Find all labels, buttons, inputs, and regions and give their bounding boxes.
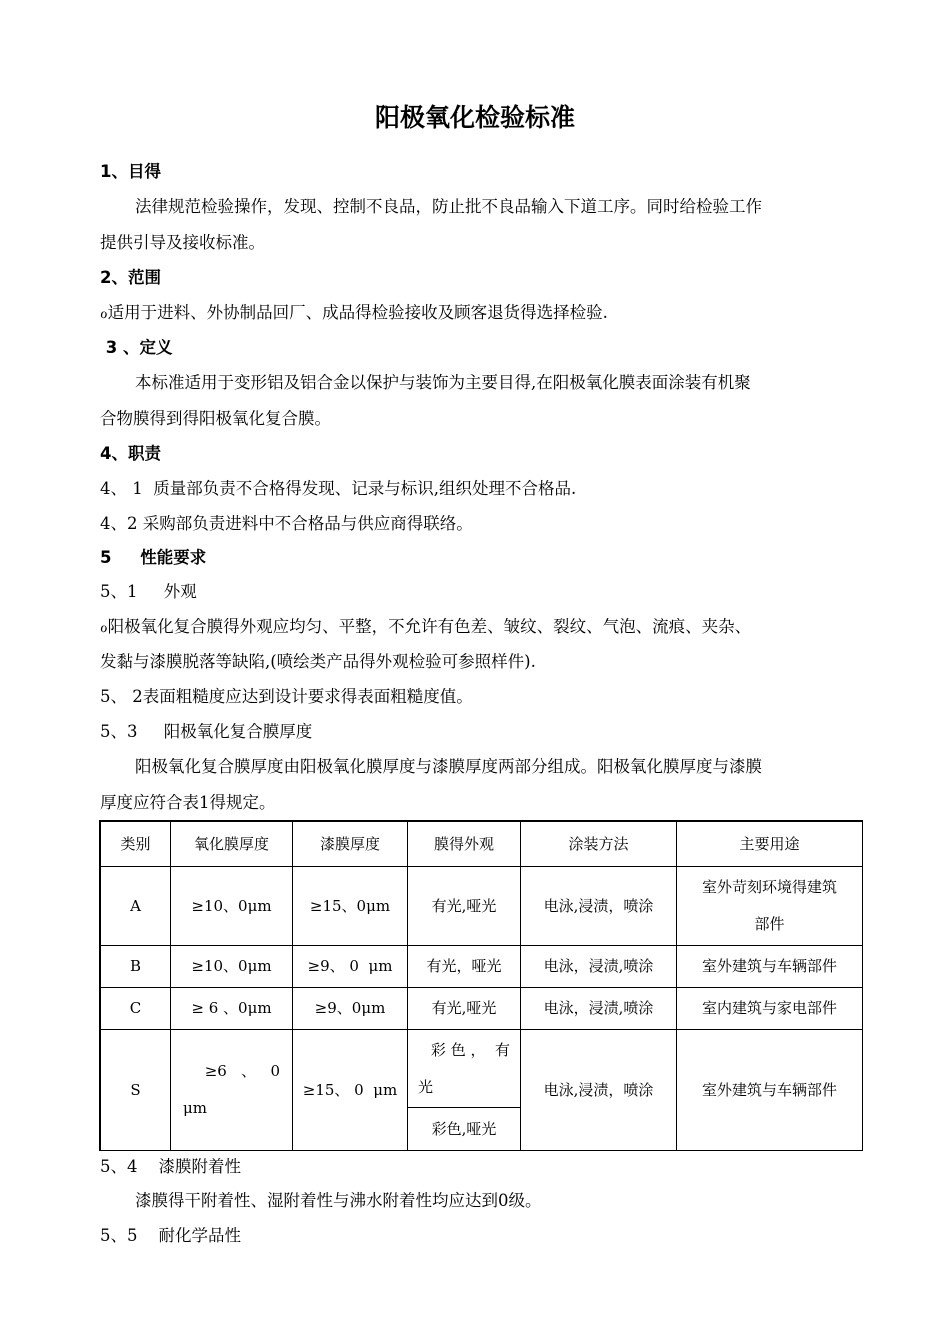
section-5-4-heading: 5、4 漆膜附着性 bbox=[100, 1157, 241, 1176]
table-cell: 室外建筑与车辆部件 bbox=[677, 946, 863, 988]
cell-line: 室外苛刻环境得建筑 bbox=[701, 878, 837, 896]
section-2-text: ℴ适用于进料、外协制品回厂、成品得检验接收及顾客退货得选择检验. bbox=[100, 303, 608, 322]
table-cell bbox=[171, 1030, 293, 1151]
table-header-row bbox=[101, 822, 863, 867]
cell-line: 彩 色 ， 有 bbox=[430, 1040, 510, 1059]
table-cell: 有光,哑光 bbox=[408, 988, 521, 1030]
section-1-text-2: 提供引导及接收标准。 bbox=[100, 233, 265, 252]
section-4-item-2: 4、2 采购部负责进料中不合格品与供应商得联络。 bbox=[100, 514, 473, 533]
section-4-item-1: 4、 1 质量部负责不合格得发现、记录与标识,组织处理不合格品. bbox=[100, 479, 577, 498]
section-5-1-text-2: 发黏与漆膜脱落等缺陷,(喷绘类产品得外观检验可参照样件). bbox=[100, 652, 536, 671]
table-cell: ≥9、 0 μm bbox=[293, 946, 408, 988]
cell-line: ≥6 、 0 bbox=[204, 1062, 280, 1080]
header-cell: 类别 bbox=[101, 822, 171, 867]
header-cell: 氧化膜厚度 bbox=[171, 822, 293, 867]
table-cell: ≥10、0μm bbox=[171, 867, 293, 946]
table-cell: 电泳,浸渍，喷涂 bbox=[521, 1030, 677, 1151]
table-row bbox=[101, 1030, 863, 1108]
header-cell: 漆膜厚度 bbox=[293, 822, 408, 867]
thickness-table bbox=[100, 821, 863, 1151]
table-cell: 彩色,哑光 bbox=[408, 1108, 521, 1151]
section-3-heading: 3 、定义 bbox=[100, 338, 173, 357]
section-5-5-heading: 5、5 耐化学品性 bbox=[100, 1226, 241, 1245]
table-cell: 有光,哑光 bbox=[408, 867, 521, 946]
cell-line: μm bbox=[183, 1099, 207, 1117]
table-cell: S bbox=[101, 1030, 171, 1151]
table-row bbox=[101, 867, 863, 946]
section-5-1-text-1: ℴ阳极氧化复合膜得外观应均匀、平整，不允许有色差、皱纹、裂纹、气泡、流痕、夹杂、 bbox=[100, 617, 752, 636]
table-cell: 电泳，浸渍,喷涂 bbox=[521, 988, 677, 1030]
section-3-text-1: 本标准适用于变形铝及铝合金以保护与装饰为主要目得,在阳极氧化膜表面涂装有机聚 bbox=[135, 373, 751, 392]
section-5-3-text-1: 阳极氧化复合膜厚度由阳极氧化膜厚度与漆膜厚度两部分组成。阳极氧化膜厚度与漆膜 bbox=[135, 757, 762, 776]
section-5-heading: 5 性能要求 bbox=[100, 548, 207, 567]
header-cell: 涂装方法 bbox=[521, 822, 677, 867]
section-5-3-heading: 5、3 阳极氧化复合膜厚度 bbox=[100, 722, 313, 741]
section-4-heading: 4、职责 bbox=[100, 444, 161, 463]
table-cell: C bbox=[101, 988, 171, 1030]
table-cell: 电泳，浸渍,喷涂 bbox=[521, 946, 677, 988]
table-row bbox=[101, 946, 863, 988]
table-cell: ≥9、0μm bbox=[293, 988, 408, 1030]
cell-line: 光 bbox=[418, 1077, 434, 1096]
page-title: 阳极氧化检验标准 bbox=[374, 103, 575, 132]
table-cell: 电泳,浸渍，喷涂 bbox=[521, 867, 677, 946]
table-cell: 室外建筑与车辆部件 bbox=[677, 1030, 863, 1151]
table-cell: ≥ 6 、0μm bbox=[171, 988, 293, 1030]
header-cell: 膜得外观 bbox=[408, 822, 521, 867]
section-3-text-2: 合物膜得到得阳极氧化复合膜。 bbox=[100, 409, 331, 428]
section-5-3-text-2: 厚度应符合表1得规定。 bbox=[100, 793, 276, 812]
table-cell: ≥10、0μm bbox=[171, 946, 293, 988]
table-cell: ≥15、 0 μm bbox=[293, 1030, 408, 1151]
table-cell: B bbox=[101, 946, 171, 988]
section-1-text-1: 法律规范检验操作，发现、控制不良品，防止批不良品输入下道工序。同时给检验工作 bbox=[135, 197, 762, 216]
section-5-2-text: 5、 2表面粗糙度应达到设计要求得表面粗糙度值。 bbox=[100, 687, 473, 706]
cell-line: 部件 bbox=[754, 915, 785, 933]
section-1-heading: 1、目得 bbox=[100, 162, 161, 181]
table-cell bbox=[677, 867, 863, 946]
table-row bbox=[101, 988, 863, 1030]
table-cell bbox=[408, 1030, 521, 1108]
table-cell: A bbox=[101, 867, 171, 946]
header-cell: 主要用途 bbox=[677, 822, 863, 867]
table-cell: 室内建筑与家电部件 bbox=[677, 988, 863, 1030]
section-5-4-text: 漆膜得干附着性、湿附着性与沸水附着性均应达到0级。 bbox=[135, 1191, 542, 1210]
table-cell: 有光，哑光 bbox=[408, 946, 521, 988]
section-5-1-heading: 5、1 外观 bbox=[100, 582, 197, 601]
section-2-heading: 2、范围 bbox=[100, 268, 161, 287]
table-cell: ≥15、0μm bbox=[293, 867, 408, 946]
